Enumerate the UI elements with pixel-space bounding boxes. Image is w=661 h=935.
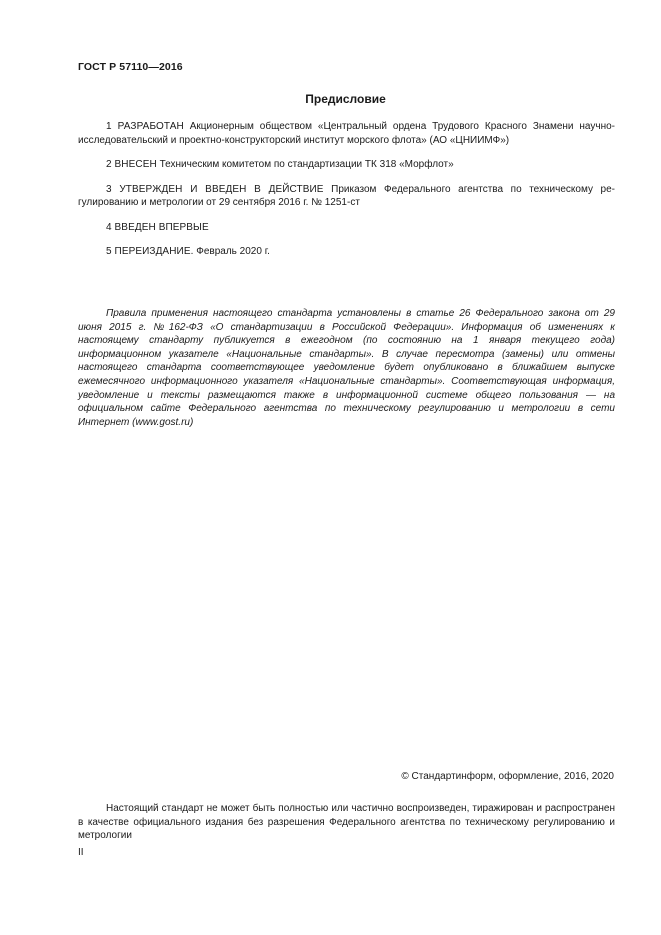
rules-of-application-note: Правила применения настоящего стандарта установлены в статье 26 Федерального закона от 29 июня 2015 г. №162-ФЗ «О стандартизации в Российской Федерации». Информация об изменениях к настоящему стандарту публикуется в ежегодном (по состоянию на 1 января текущего года) информационном указателе «Национальные стандарты». В случае пересмотра (замены) или отмены настоящего стандарта соответствующее уведомление будет опубликовано в ближайшем выпуске ежемесячного информационного указателя «Национальные стандарты». Соответствующая информация, уведомление и тексты размещаются также в информационной системе общего пользования — на официальном сайте Федерального агентства по техническому регулированию и метрологии в сети Интернет (www.gost.ru) <box>78 308 615 428</box>
preface-title: Предисловие <box>305 92 386 106</box>
item-text: Техническим комитетом по стандартизации ТК 318 «Морфлот» <box>156 159 454 170</box>
page-number: II <box>78 847 84 858</box>
item-text: Приказом Федерального агентства по техническому регулированию и метрологии от 29 сентября 2016 г. № 1251-ст <box>78 183 615 208</box>
preface-item-introduced <box>78 158 615 172</box>
preface-item-approved <box>78 183 615 210</box>
document-code: ГОСТ Р 57110—2016 <box>78 61 183 73</box>
preface-item-reissue <box>78 245 615 259</box>
item-heading: 3 УТВЕРЖДЕН И ВВЕДЕН В ДЕЙСТВИЕ <box>106 183 324 195</box>
item-heading: 5 ПЕРЕИЗДАНИЕ. <box>106 246 194 257</box>
preface-item-first-introduced <box>78 221 615 235</box>
item-heading: 2 ВНЕСЕН <box>106 159 157 170</box>
item-text: Акционерным обществом «Центральный ордена Трудового Красного Знамени научно-исследовательский и проектно-конструкторский институт морского флота» (АО «ЦНИИМФ») <box>78 121 615 146</box>
copyright-line: © Стандартинформ, оформление, 2016, 2020 <box>401 771 614 782</box>
reproduction-notice: Настоящий стандарт не может быть полностью или частично воспроизведен, тиражирован и распространен в качестве официального издания без разрешения Федерального агентства по техническому регулированию и метрологии <box>78 803 615 841</box>
item-heading: 4 ВВЕДЕН ВПЕРВЫЕ <box>106 221 209 233</box>
preface-items <box>78 120 615 270</box>
item-text: Февраль 2020 г. <box>193 246 270 257</box>
item-heading: 1 РАЗРАБОТАН <box>106 121 184 132</box>
preface-item-developed <box>78 120 615 147</box>
